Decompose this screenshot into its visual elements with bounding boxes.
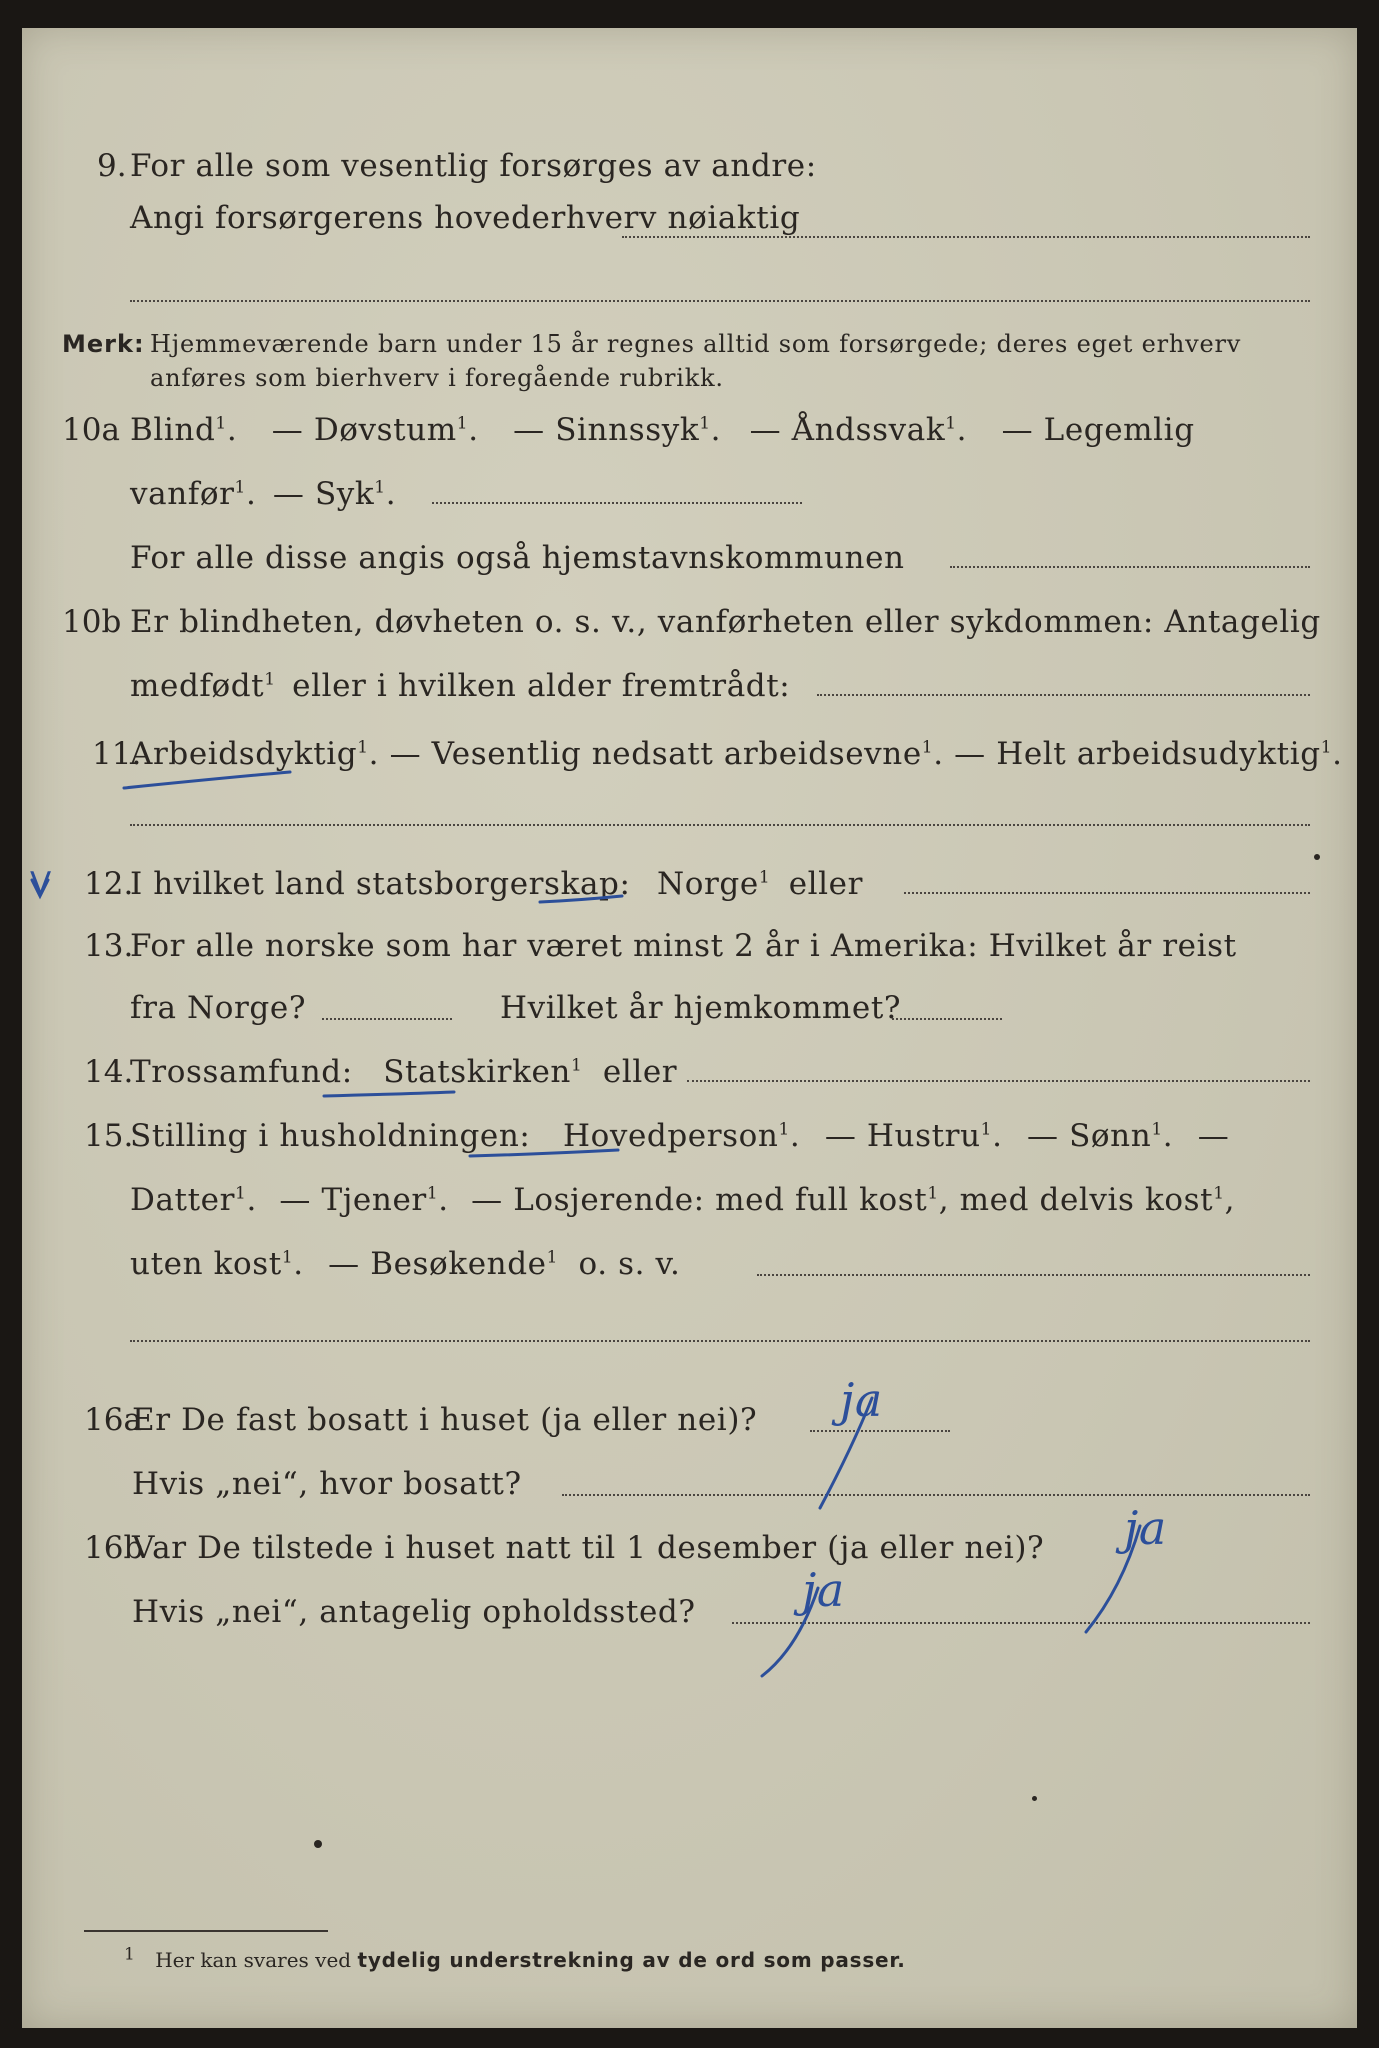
- option-hustru: — Hustru: [824, 1118, 981, 1154]
- q9-line2: Angi forsørgerens hovederhverv nøiaktig: [130, 200, 801, 236]
- option-norge: Norge: [657, 866, 759, 902]
- option-nedsatt: — Vesentlig nedsatt arbeidsevne: [389, 736, 922, 772]
- q16a-line1: Er De fast bosatt i huset (ja eller nei)?: [132, 1402, 758, 1438]
- option-legemlig: — Legemlig: [1001, 412, 1195, 448]
- option-losjerende: — Losjerende: med full kost: [471, 1182, 928, 1218]
- option-medfodt: medfødt: [130, 668, 265, 704]
- q13-part2: Hvilket år hjemkommet?: [500, 990, 902, 1026]
- footnote-mark: 1: [124, 1944, 135, 1965]
- q11-number: 11.: [92, 736, 142, 772]
- q13-line1: For alle norske som har været minst 2 år i Amerika: Hvilket år reist: [130, 928, 1237, 964]
- option-sonn: — Sønn: [1027, 1118, 1152, 1154]
- q16b-number: 16b: [84, 1530, 144, 1566]
- q12-text: I hvilket land statsborgerskap:: [130, 866, 631, 902]
- option-besokende: — Besøkende: [328, 1246, 547, 1282]
- q9-line1: For alle som vesentlig forsørges av andre:: [130, 148, 817, 184]
- q15-line2: Datter$^1$. — Tjener$^1$. — Losjerende: med full kost$^1$, med delvis kost$^1$,: [130, 1182, 1236, 1218]
- q14-line: Trossamfund: Statskirken$^1$ eller: [130, 1054, 678, 1090]
- option-datter: Datter: [130, 1182, 236, 1218]
- q9-number: 9.: [97, 148, 127, 184]
- option-uten-kost: uten kost: [130, 1246, 282, 1282]
- footnote-rule: [84, 1930, 328, 1932]
- ink-speck: [314, 1840, 322, 1848]
- q13-number: 13.: [84, 928, 134, 964]
- merk-line2: anføres som bierhverv i foregående rubrikk.: [150, 364, 724, 392]
- q12-line: I hvilket land statsborgerskap: Norge$^1$ eller: [130, 866, 864, 902]
- option-blind: Blind: [130, 412, 216, 448]
- q12-eller: eller: [788, 866, 864, 902]
- q14-eller: eller: [602, 1054, 678, 1090]
- option-sinnssyk: — Sinnssyk: [513, 412, 700, 448]
- q10a-line3: For alle disse angis også hjemstavnskommunen: [130, 540, 905, 576]
- option-statskirken: Statskirken: [383, 1054, 571, 1090]
- option-dovstum: — Døvstum: [271, 412, 457, 448]
- merk-label: Merk:: [62, 330, 145, 358]
- option-delvis: , med delvis kost: [938, 1182, 1214, 1218]
- q15-dash: —: [1197, 1118, 1230, 1154]
- option-hovedperson: Hovedperson: [562, 1118, 779, 1154]
- q16a-line2: Hvis „nei“, hvor bosatt?: [132, 1466, 522, 1502]
- underline-hovedperson: [470, 1150, 618, 1156]
- option-arbeidsdyktig: Arbeidsdyktig: [130, 736, 358, 772]
- q10a-number: 10a: [62, 412, 120, 448]
- footnote: [124, 1944, 906, 1972]
- checkmark-stroke: [32, 880, 48, 896]
- q13-part1: fra Norge?: [130, 990, 307, 1026]
- q10b-line2-rest: eller i hvilken alder fremtrådt:: [292, 668, 791, 704]
- option-andssvak: — Åndssvak: [749, 412, 946, 448]
- option-udyktig: — Helt arbeidsudyktig: [954, 736, 1321, 772]
- ink-speck: [1032, 1796, 1037, 1801]
- merk-line1: Hjemmeværende barn under 15 år regnes alltid som forsørgede; deres eget erhverv: [150, 330, 1242, 358]
- q15-line3: uten kost$^1$. — Besøkende$^1$ o. s. v.: [130, 1246, 681, 1282]
- stroke-16b-descender: [1086, 1526, 1140, 1632]
- underline-arbeidsdyktig: [124, 772, 290, 788]
- q14-number: 14.: [84, 1054, 134, 1090]
- q12-number: 12.: [84, 866, 134, 902]
- q15-text: Stilling i husholdningen:: [130, 1118, 531, 1154]
- q10b-line2: medfødt$^1$ eller i hvilken alder fremtrådt:: [130, 668, 791, 704]
- q10a-line1: Blind$^1$. — Døvstum$^1$. — Sinnssyk$^1$. — Åndssvak$^1$. — Legemlig: [130, 412, 1195, 448]
- q10b-line1: Er blindheten, døvheten o. s. v., vanførheten eller sykdommen: Antagelig: [130, 604, 1321, 640]
- stroke-16b-descender-2: [762, 1588, 818, 1676]
- stroke-16a-descender: [820, 1398, 872, 1508]
- check-mark: V: [30, 866, 52, 902]
- answer-16b-tilstede: ja: [1124, 1501, 1167, 1555]
- handwriting-strokes: [22, 28, 1357, 2028]
- q16b-line1: Var De tilstede i huset natt til 1 desember (ja eller nei)?: [132, 1530, 1045, 1566]
- answer-16a-fast-bosatt: ja: [840, 1373, 883, 1427]
- q11-line: Arbeidsdyktig$^1$. — Vesentlig nedsatt arbeidsevne$^1$. — Helt arbeidsudyktig$^1$.: [130, 736, 1343, 772]
- option-syk: — Syk: [272, 476, 375, 512]
- option-tjener: — Tjener: [279, 1182, 427, 1218]
- census-form-page: [22, 28, 1357, 2028]
- underline-norge: [540, 896, 622, 902]
- q15-number: 15.: [84, 1118, 134, 1154]
- footnote-lead: Her kan svares ved: [155, 1948, 352, 1972]
- answer-16b-opholdssted: ja: [802, 1563, 845, 1617]
- option-vanfor: vanfør: [130, 476, 235, 512]
- q16b-line2: Hvis „nei“, antagelig opholdssted?: [132, 1594, 696, 1630]
- underline-statskirken: [324, 1092, 454, 1096]
- q15-osv: o. s. v.: [578, 1246, 681, 1282]
- q10a-line2: vanfør$^1$. — Syk$^1$.: [130, 476, 397, 512]
- footnote-bold: tydelig understrekning av de ord som passer.: [357, 1948, 906, 1972]
- q10b-number: 10b: [62, 604, 122, 640]
- q15-line1: Stilling i husholdningen: Hovedperson$^1$. — Hustru$^1$. — Sønn$^1$. —: [130, 1118, 1230, 1154]
- q16a-number: 16a: [84, 1402, 142, 1438]
- ink-speck: [1314, 854, 1320, 860]
- q14-text: Trossamfund:: [130, 1054, 353, 1090]
